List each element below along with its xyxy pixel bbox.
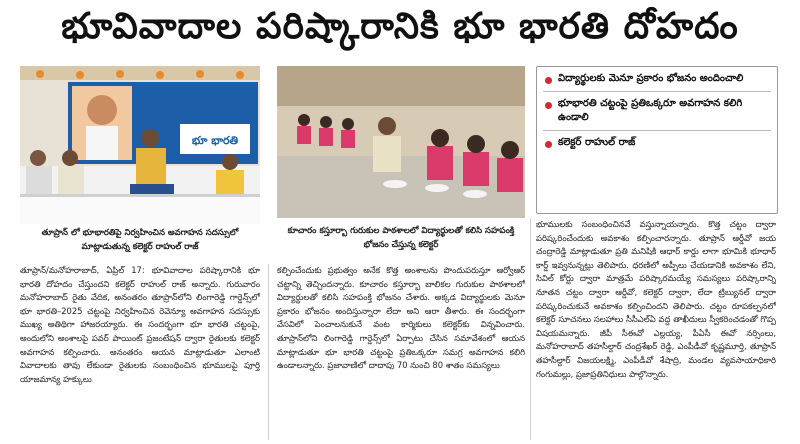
lunch-photo-illustration	[277, 66, 525, 218]
meeting-photo-caption: తూప్రాన్ లో భూభారతిపై నిర్వహించిన అవగాహన సదస్సులో మాట్లాడుతున్న కలెక్టర్ రాహుల్ రాజ్	[41, 228, 239, 252]
column-divider	[530, 218, 531, 440]
highlight-divider	[543, 130, 771, 131]
highlight-item	[543, 97, 771, 125]
article-column-1: తూప్రాన్/మనోహరాబాద్, ఏప్రిల్ 17: భూవివాదాల పరిష్కారానికి భూ భారతి దోహదం చేస్తుందని కలెక్టర్ రాహుల్ రాజ్ అన్నారు. గురువారం మనోహరాబాద్ రైతు వేదిక, అనంతరం తూప్రాన్‌లోని లింగారెడ్డి గార్డెన్స్‌లో భూ భారతి–2025 చట్టంపై నిర్వహించిన రెవెన్యూ అవగాహన సదస్సుకు ముఖ్య అతిథిగా హాజరయ్యారు. ఈ సందర్భంగా భూ భారతి చట్టంపై, అందులోని అంశాలపై పవర్ పాయింట్ ప్రజంటేషన్ ద్వారా రైతులకు కలెక్టర్ అవగాహన కల్పించారు. అనంతరం ఆయన మాట్లాడుతూ ఎలాంటి వివాదాలకు తావు లేకుండా రైతులకు సంబంధించిన భూములపై పూర్తి యాజమాన్య హక్కులు	[20, 265, 260, 384]
highlight-item	[543, 136, 771, 150]
bullet-icon	[545, 77, 552, 84]
page-headline: భూవివాదాల పరిష్కారానికి భూ భారతి దోహదం	[61, 6, 739, 47]
meeting-photo	[20, 66, 260, 224]
article-column-3: భూములకు సంబంధించినవే వస్తున్నాయన్నారు. కొత్త చట్టం ద్వారా పరిష్కరించేందుకు అవకాశం కల్పించారన్నారు. తూప్రాన్ ఆర్డీవో జయ చంద్రారెడ్డి మాట్లాడుతూ ప్రతి మనిషికి ఆధార్ కార్డు లాగా భూమికి భూధార్ కార్డ్ ఇవ్వనున్నట్లు తెలిపారు. ధరణిలో అప్పీలు చేయడానికి అవకాశం లేని, సివిల్ కోర్టు ద్వారా మాత్రమే పరిష్కారమయ్యే సమస్యలు పరిష్కారాన్ని నూతన చట్టం ద్వారా ఆర్డీవో, కలెక్టర్ ద్వారా, లేదా ట్రిబ్యునల్ ద్వారా పరిష్కరించుకునే అవకాశం కల్పించిందని తెలిపారు. చట్టం రూపకల్పనలో కలెక్టర్ సూచనలు సలహాలు సీసీఎల్ఏ వద్ద తాఖీదులు స్వీకరించడంతో గొప్ప విషయమన్నారు. జీపీ సీఈవో ఎల్లయ్య, పీఏసీ ఈవో నర్సింలు, మనోహరాబాద్ తహసీల్దార్ చంద్రశేఖర్ రెడ్డి, ఎంపీడీవో కృష్ణమూర్తి, తూప్రాన్ తహసీల్దార్ విజయలక్ష్మి, ఎంపీడీవో శేషాద్రి, మండల వ్యవసాయాధికారి గంగుమల్లు, ప్రజాప్రతినిధులు పాల్గొన్నారు.	[536, 219, 776, 379]
banner-text: భూ భారతి	[191, 134, 239, 147]
highlight-item	[543, 72, 771, 86]
column-divider	[268, 264, 269, 440]
article-column-2: కల్పించేందుకు ప్రభుత్వం అనేక కొత్త అంశాలను పొందుపరుస్తూ ఆర్వోఆర్ చట్టాన్ని తెచ్చిందన్నారు. కూచారం కస్తూర్బా బాలికల గురుకుల పాఠశాలలో విద్యార్థులతో కలిసి సహపంక్తి భోజనం చేశారు. అక్కడ విద్యార్థులకు మెనూ ప్రకారం భోజనం అందిస్తున్నారా లేదా అని ఆరా తీశారు. ఈ సందర్భంగా వేసవిలో పెంచాలనుకునే వంట కార్మికులు కలెక్టర్‌కు విన్నవించారు. తూప్రాన్‌లోని లింగారెడ్డి గార్డెన్స్‌లో ఏర్పాటు చేసిన సమావేశంలో ఆయన మాట్లాడుతూ భూ భారతి చట్టంపై ప్రతిఒక్కరూ సమగ్ర అవగాహన కలిగి ఉండాలన్నారు. ప్రజావాణిలో దాదాపు 70 నుంచి 80 శాతం సమస్యలు	[277, 265, 525, 371]
lunch-photo	[277, 66, 525, 218]
lunch-photo-caption: కూచారం కస్తూర్బా గురుకుల పాఠశాలలో విద్యార్థులతో కలిసి సహపంక్తి భోజనం చేస్తున్న కలెక్టర్	[287, 226, 515, 250]
highlight-divider	[543, 91, 771, 92]
bullet-icon	[545, 102, 552, 109]
highlight-text: భూభారతి చట్టంపై ప్రతిఒక్కరూ అవగాహన కలిగి ఉండాలి	[558, 98, 743, 123]
bullet-icon	[545, 141, 552, 148]
highlight-text: విద్యార్థులకు మెనూ ప్రకారం భోజనం అందించాలి	[558, 73, 744, 84]
highlight-text: కలెక్టర్ రాహుల్ రాజ్	[558, 137, 636, 148]
meeting-photo-illustration	[20, 66, 260, 224]
highlights-box	[536, 66, 778, 214]
